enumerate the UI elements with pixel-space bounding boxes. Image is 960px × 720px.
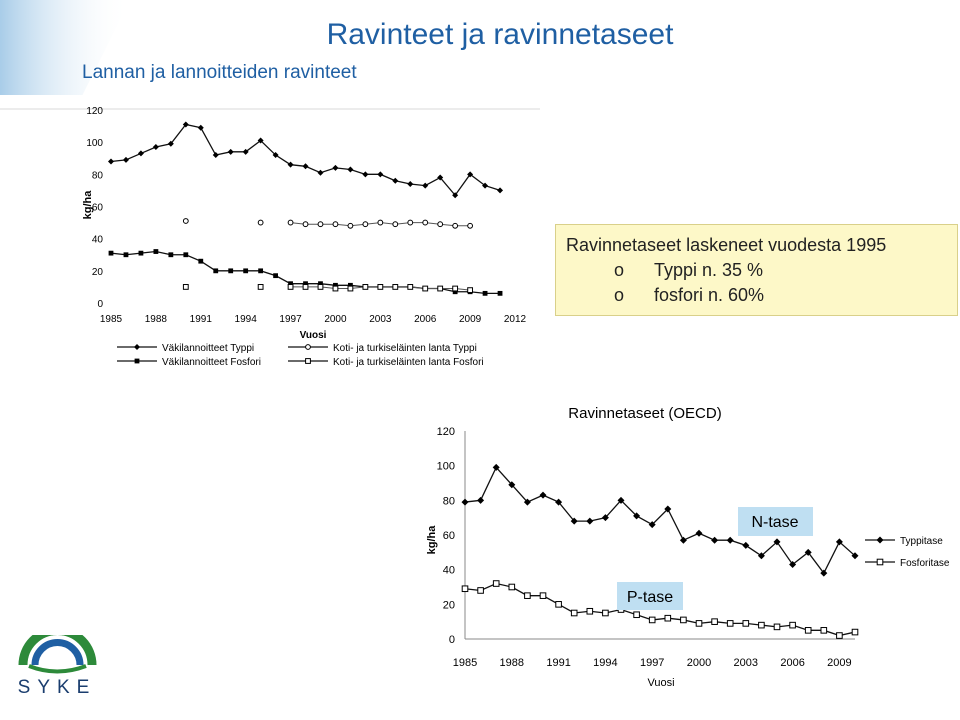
x-tick-label: 1985 — [452, 657, 478, 669]
data-point — [727, 537, 734, 544]
data-point — [393, 222, 398, 227]
nutrients-chart — [0, 95, 540, 375]
chart-title: Ravinnetaseet (OECD) — [568, 405, 722, 422]
note-heading: Ravinnetaseet laskeneet vuodesta 1995 — [566, 235, 887, 255]
data-point — [453, 223, 458, 228]
data-point — [468, 223, 473, 228]
page-subtitle: Lannan ja lannoitteiden ravinteet — [82, 62, 357, 83]
note-item — [566, 258, 947, 283]
y-tick-label: 80 — [442, 495, 455, 508]
x-tick-label: 1997 — [639, 657, 665, 669]
data-point — [586, 518, 593, 525]
legend-label: Koti- ja turkiseläinten lanta Fosfori — [333, 357, 484, 368]
x-tick-label: 2003 — [733, 657, 759, 669]
data-point — [634, 612, 640, 618]
data-point — [742, 542, 749, 549]
data-point — [680, 537, 687, 544]
y-tick-label: 100 — [436, 460, 455, 473]
data-point — [649, 617, 655, 623]
data-point — [759, 622, 765, 628]
data-point — [348, 286, 353, 291]
data-point — [378, 220, 383, 225]
x-tick-label: 1985 — [99, 314, 123, 325]
note-item-label: Typpi n. 35 % — [654, 260, 764, 280]
data-point — [109, 251, 114, 256]
x-tick-label: 2006 — [780, 657, 805, 669]
data-point — [303, 222, 308, 227]
legend-label: Fosforitase — [900, 558, 950, 569]
data-point — [665, 615, 671, 621]
data-point — [453, 286, 458, 291]
x-tick-label: 1994 — [234, 314, 257, 325]
data-point — [540, 593, 546, 599]
y-axis-ticks — [437, 426, 455, 646]
syke-logo — [15, 635, 100, 720]
y-tick-label: 100 — [86, 138, 103, 150]
data-point — [468, 288, 473, 293]
data-point — [852, 629, 858, 635]
data-point — [363, 222, 368, 227]
data-point — [348, 223, 353, 228]
data-point — [306, 359, 311, 364]
y-tick-label: 0 — [97, 299, 103, 310]
data-point — [423, 286, 428, 291]
data-point — [408, 285, 413, 290]
data-point — [837, 633, 843, 639]
bullet-icon: o — [614, 285, 625, 305]
y-axis-label: kg/ha — [426, 525, 438, 555]
page-title: Ravinteet ja ravinnetaseet — [326, 18, 674, 51]
data-point — [556, 602, 562, 608]
data-point — [696, 621, 702, 627]
data-point — [696, 530, 703, 537]
legend-label: Väkilannoitteet Fosfori — [162, 357, 261, 368]
x-axis-ticks — [453, 657, 852, 669]
data-point — [462, 586, 468, 592]
data-point — [727, 621, 733, 627]
data-point — [423, 220, 428, 225]
data-point — [243, 268, 248, 273]
data-point — [378, 285, 383, 290]
n-tase-annotation — [738, 507, 813, 536]
data-point — [408, 220, 413, 225]
data-point — [805, 628, 811, 634]
p-tase-annotation — [617, 582, 683, 610]
data-point — [258, 220, 263, 225]
data-point — [183, 219, 188, 224]
y-tick-label: 60 — [91, 202, 103, 214]
bullet-icon: o — [614, 260, 625, 280]
x-tick-label: 2000 — [686, 657, 712, 669]
note-item — [566, 283, 947, 308]
x-axis-label: Vuosi — [647, 677, 675, 689]
x-tick-label: 1994 — [593, 657, 618, 669]
annotation-label: N-tase — [751, 514, 799, 531]
chart-legend — [865, 536, 950, 569]
data-point — [821, 628, 827, 634]
x-tick-label: 1991 — [189, 314, 212, 325]
data-point — [603, 610, 609, 616]
data-point — [743, 621, 749, 627]
data-point — [509, 584, 515, 590]
data-point — [774, 624, 780, 630]
y-axis-label: kg/ha — [82, 190, 94, 220]
data-point — [288, 285, 293, 290]
data-point — [571, 610, 577, 616]
data-point — [183, 285, 188, 290]
data-point — [306, 345, 311, 350]
data-point — [483, 291, 488, 296]
data-point — [198, 259, 203, 264]
x-axis-label: Vuosi — [299, 330, 327, 341]
data-point — [493, 581, 499, 587]
y-tick-label: 120 — [86, 106, 103, 117]
y-tick-label: 120 — [436, 426, 455, 438]
data-point — [273, 273, 278, 278]
x-tick-label: 1988 — [499, 657, 525, 669]
data-point — [303, 285, 308, 290]
legend-label: Koti- ja turkiseläinten lanta Typpi — [333, 343, 477, 354]
data-point — [363, 285, 368, 290]
balances-chart — [410, 390, 960, 720]
y-tick-label: 40 — [442, 564, 455, 577]
x-tick-label: 2000 — [324, 314, 347, 325]
data-point — [877, 559, 883, 565]
data-point — [183, 252, 188, 257]
x-tick-label: 2012 — [503, 314, 527, 325]
data-point — [258, 285, 263, 290]
data-point — [498, 291, 503, 296]
data-point — [462, 499, 469, 506]
data-point — [540, 492, 547, 499]
data-point — [124, 252, 129, 257]
x-tick-label: 1997 — [279, 314, 302, 325]
data-point — [213, 268, 218, 273]
x-tick-label: 1988 — [144, 314, 168, 325]
data-point — [790, 622, 796, 628]
y-tick-label: 20 — [91, 266, 103, 278]
logo-text: SYKE — [17, 677, 97, 698]
data-point — [333, 222, 338, 227]
y-tick-label: 60 — [442, 530, 455, 542]
data-point — [877, 537, 884, 544]
data-point — [712, 619, 718, 625]
data-point — [587, 608, 593, 614]
y-tick-label: 80 — [91, 170, 103, 182]
data-point — [153, 249, 158, 254]
data-point — [318, 222, 323, 227]
y-tick-label: 20 — [442, 599, 455, 612]
x-tick-label: 2009 — [827, 657, 852, 669]
data-point — [681, 617, 687, 623]
legend-label: Typpitase — [900, 536, 943, 547]
annotation-label: P-tase — [626, 589, 674, 606]
y-tick-label: 40 — [91, 234, 103, 246]
data-point — [135, 359, 140, 364]
data-point — [139, 251, 144, 256]
legend-label: Väkilannoitteet Typpi — [162, 343, 255, 354]
x-tick-label: 1991 — [546, 657, 571, 669]
summary-note — [555, 224, 958, 316]
data-point — [711, 537, 718, 544]
x-tick-label: 2006 — [414, 314, 437, 325]
data-point — [477, 497, 484, 504]
data-point — [438, 222, 443, 227]
data-point — [333, 286, 338, 291]
x-tick-label: 2009 — [458, 314, 482, 325]
data-point — [525, 593, 531, 599]
data-point — [393, 285, 398, 290]
data-point — [168, 252, 173, 257]
data-point — [318, 285, 323, 290]
data-point — [438, 286, 443, 291]
note-item-label: fosfori n. 60% — [654, 285, 765, 305]
x-tick-label: 2003 — [369, 314, 392, 325]
data-point — [258, 268, 263, 273]
y-tick-label: 0 — [448, 634, 455, 646]
data-point — [228, 268, 233, 273]
data-point — [478, 588, 484, 594]
data-point — [288, 220, 293, 225]
